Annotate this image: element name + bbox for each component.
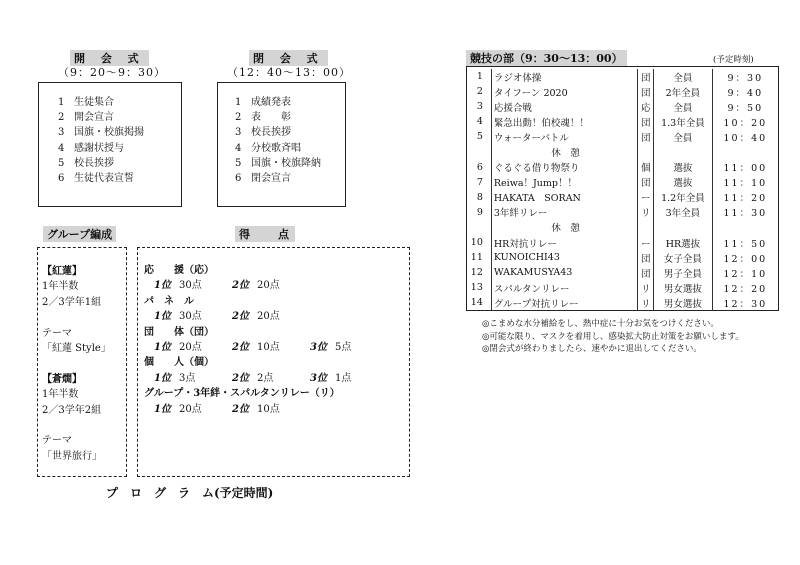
event-scoring: 団 xyxy=(638,69,654,84)
score-ranks xyxy=(144,371,409,386)
rank-points: 3点 xyxy=(178,372,196,384)
opening-time: （9：20〜9：30） xyxy=(58,66,166,79)
event-name: ラジオ体操 xyxy=(491,69,637,84)
rank-place: 1位 xyxy=(154,372,171,384)
rank-points: 10点 xyxy=(256,341,280,353)
score-category: 個 人（個） xyxy=(144,357,214,369)
note-line: ◎閉会式が終わりましたら、速やかに退出してください。 xyxy=(482,344,702,354)
opening-item-text: 開会宣言 xyxy=(74,112,114,124)
event-no xyxy=(467,220,491,235)
group-line: 2／3学年2組 xyxy=(42,404,102,416)
event-scoring xyxy=(638,220,654,235)
closing-time: （12：40〜13：00） xyxy=(227,66,351,79)
event-row xyxy=(467,69,778,84)
rank-points: 30点 xyxy=(178,311,202,323)
event-no: 14 xyxy=(467,295,491,310)
closing-item xyxy=(235,125,345,140)
opening-box xyxy=(38,82,182,207)
opening-item-text: 生徒集合 xyxy=(74,97,114,108)
event-scoring: 団 xyxy=(638,250,654,265)
event-scoring: リ xyxy=(638,295,654,310)
closing-item-no: 2 xyxy=(235,112,242,124)
event-name: Reiwa！Jump！！ xyxy=(491,175,637,190)
program-label: プ ロ グ ラ ム(予定時間) xyxy=(106,486,274,500)
event-row xyxy=(467,250,778,265)
score-category: 応 援（応） xyxy=(144,265,214,276)
event-participants: 全員 xyxy=(654,69,713,84)
event-participants: 1.2年全員 xyxy=(654,190,713,205)
score-rank xyxy=(310,371,388,386)
score-rank xyxy=(232,309,310,324)
event-time: 12：20 xyxy=(723,283,768,295)
event-name: ぐるぐる借り物祭り xyxy=(491,160,637,175)
event-name: 休 憩 xyxy=(491,144,637,159)
closing-item-text: 国旗・校旗降納 xyxy=(251,157,321,169)
opening-list xyxy=(58,95,181,186)
event-time xyxy=(712,144,778,159)
rank-place: 3位 xyxy=(310,341,327,353)
groups-title: グループ編成 xyxy=(43,226,116,242)
event-no: 7 xyxy=(467,175,491,190)
event-scoring: ー xyxy=(638,190,654,205)
event-participants xyxy=(654,220,713,235)
opening-item-no: 3 xyxy=(58,127,65,139)
opening-item xyxy=(58,110,181,125)
closing-box xyxy=(217,82,346,207)
note-line: ◎可能な限り、マスクを着用し、感染拡大防止対策をお願いします。 xyxy=(482,331,744,342)
event-row xyxy=(467,295,778,310)
score-rank xyxy=(154,340,232,355)
rank-place: 1位 xyxy=(154,341,171,353)
closing-item xyxy=(235,141,345,156)
event-row xyxy=(467,84,778,99)
event-row xyxy=(467,129,778,144)
event-row xyxy=(467,220,778,235)
event-scoring: ー xyxy=(638,235,654,250)
event-row xyxy=(467,280,778,295)
rank-points: 20点 xyxy=(256,280,280,292)
events-box xyxy=(466,66,779,311)
event-time: 11：20 xyxy=(723,193,768,205)
rank-place: 2位 xyxy=(232,403,249,415)
opening-item-no: 1 xyxy=(58,97,65,108)
opening-item xyxy=(58,156,181,171)
closing-list xyxy=(235,95,345,186)
opening-item xyxy=(58,125,181,140)
event-row xyxy=(467,160,778,175)
event-row xyxy=(467,190,778,205)
group-line: 「紅蓮 Style」 xyxy=(42,342,111,354)
closing-title: 閉 会 式 xyxy=(249,50,328,66)
event-participants: 3年全員 xyxy=(654,205,713,220)
score-rank xyxy=(232,340,310,355)
event-participants: 女子全員 xyxy=(654,250,713,265)
note-line: ◎こまめな水分補給をし、熱中症に十分お気をつけください。 xyxy=(482,319,719,329)
event-name: スパルタンリレー xyxy=(491,280,637,295)
rank-place: 3位 xyxy=(310,372,327,384)
event-name: WAKAMUSYA43 xyxy=(491,265,637,280)
event-scoring: 団 xyxy=(638,129,654,144)
rank-points: 1点 xyxy=(334,372,352,384)
group-line: 1年半数 xyxy=(42,281,79,293)
closing-item-text: 分校歌斉唱 xyxy=(251,142,301,154)
closing-item-no: 6 xyxy=(235,172,242,184)
opening-item xyxy=(58,141,181,156)
event-participants: 選抜 xyxy=(654,160,713,175)
event-time: 11：10 xyxy=(723,178,768,190)
opening-item-text: 感謝状授与 xyxy=(74,142,124,154)
score-box xyxy=(137,247,410,477)
event-scoring: リ xyxy=(638,280,654,295)
closing-item xyxy=(235,110,345,125)
event-participants: 1.3年全員 xyxy=(654,114,713,129)
opening-item-text: 国旗・校旗掲揚 xyxy=(74,127,144,139)
event-participants: 2年全員 xyxy=(654,84,713,99)
event-time: 12：00 xyxy=(723,253,768,265)
event-participants: HR選抜 xyxy=(654,235,713,250)
event-no: 12 xyxy=(467,265,491,280)
event-time: 12：30 xyxy=(723,298,768,310)
event-name: タイフーン 2020 xyxy=(491,84,637,99)
event-no: 3 xyxy=(467,99,491,114)
event-no: 10 xyxy=(467,235,491,250)
score-category: パ ネ ル xyxy=(144,295,194,307)
event-no: 1 xyxy=(467,69,491,84)
events-note: (予定時刻) xyxy=(713,55,754,65)
event-scoring: リ xyxy=(638,205,654,220)
rank-points: 10点 xyxy=(256,403,280,415)
events-title: 競技の部（9：30〜13：00） xyxy=(466,50,627,66)
opening-item-no: 6 xyxy=(58,172,65,184)
event-participants: 全員 xyxy=(654,129,713,144)
opening-item-text: 校長挨拶 xyxy=(74,157,114,169)
event-no: 6 xyxy=(467,160,491,175)
event-participants: 男子全員 xyxy=(654,265,713,280)
event-name: ウォーターバトル xyxy=(491,129,637,144)
notes xyxy=(482,318,744,356)
score-ranks xyxy=(144,402,409,417)
rank-points: 20点 xyxy=(178,403,202,415)
group-line: 1年半数 xyxy=(42,389,79,401)
closing-item-no: 4 xyxy=(235,142,242,154)
groups-lines xyxy=(42,264,126,464)
rank-points: 5点 xyxy=(334,341,352,353)
group-line: テーマ xyxy=(42,327,72,339)
event-scoring xyxy=(638,144,654,159)
closing-item-no: 5 xyxy=(235,157,242,169)
closing-item-text: 成績発表 xyxy=(251,97,291,108)
score-title: 得 点 xyxy=(235,226,295,242)
event-no: 11 xyxy=(467,250,491,265)
event-name: 3年絆リレー xyxy=(491,205,637,220)
score-rank xyxy=(232,278,310,293)
rank-place: 2位 xyxy=(232,280,249,292)
events-table xyxy=(467,69,778,311)
opening-item xyxy=(58,171,181,186)
event-no: 2 xyxy=(467,84,491,99)
group-line: 【蒼燗】 xyxy=(42,373,82,385)
event-row xyxy=(467,235,778,250)
score-ranks xyxy=(144,340,409,355)
closing-item xyxy=(235,156,345,171)
group-line xyxy=(42,356,126,371)
event-participants xyxy=(654,144,713,159)
score-rank xyxy=(310,340,388,355)
score-lines xyxy=(144,263,409,417)
rank-place: 2位 xyxy=(232,341,249,353)
closing-item xyxy=(235,171,345,186)
score-rank xyxy=(154,371,232,386)
groups-box xyxy=(37,247,127,477)
group-line xyxy=(42,310,126,325)
score-rank xyxy=(232,371,310,386)
rank-points: 20点 xyxy=(256,311,280,323)
rank-place: 1位 xyxy=(154,280,171,292)
event-time xyxy=(712,220,778,235)
event-time: 11：50 xyxy=(723,238,768,250)
event-scoring: 団 xyxy=(638,84,654,99)
rank-points: 2点 xyxy=(256,372,274,384)
score-rank xyxy=(154,278,232,293)
opening-item xyxy=(58,95,181,110)
event-scoring: 団 xyxy=(638,114,654,129)
event-scoring: 個 xyxy=(638,160,654,175)
event-row xyxy=(467,99,778,114)
event-time: 9：50 xyxy=(727,102,764,114)
event-participants: 選抜 xyxy=(654,175,713,190)
group-line: 「世界旅行」 xyxy=(42,450,102,462)
event-row xyxy=(467,265,778,280)
score-rank xyxy=(154,309,232,324)
closing-item-text: 校長挨拶 xyxy=(251,127,291,139)
rank-place: 2位 xyxy=(232,372,249,384)
closing-item-no: 3 xyxy=(235,127,242,139)
event-row xyxy=(467,205,778,220)
opening-item-no: 2 xyxy=(58,112,65,124)
event-no: 13 xyxy=(467,280,491,295)
event-participants: 全員 xyxy=(654,99,713,114)
event-no: 5 xyxy=(467,129,491,144)
closing-item-no: 1 xyxy=(235,97,242,108)
event-scoring: 団 xyxy=(638,265,654,280)
event-participants: 男女選抜 xyxy=(654,280,713,295)
event-name: KUNOICHI43 xyxy=(491,250,637,265)
opening-item-no: 5 xyxy=(58,157,65,169)
opening-item-no: 4 xyxy=(58,142,65,154)
rank-place: 2位 xyxy=(232,311,249,323)
score-ranks xyxy=(144,278,409,293)
rank-points: 20点 xyxy=(178,341,202,353)
event-row xyxy=(467,114,778,129)
event-no: 8 xyxy=(467,190,491,205)
closing-item xyxy=(235,95,345,110)
event-time: 9：30 xyxy=(727,72,764,84)
event-row xyxy=(467,144,778,159)
score-rank xyxy=(232,402,310,417)
event-time: 9：40 xyxy=(727,87,764,99)
score-category: グループ・3年絆・スパルタンリレー（リ） xyxy=(144,388,340,400)
score-rank xyxy=(154,402,232,417)
opening-title: 開 会 式 xyxy=(70,50,149,66)
score-ranks xyxy=(144,309,409,324)
rank-place: 1位 xyxy=(154,311,171,323)
event-no xyxy=(467,144,491,159)
event-scoring: 団 xyxy=(638,175,654,190)
event-time: 10：20 xyxy=(723,117,768,129)
event-name: グループ対抗リレー xyxy=(491,295,637,310)
opening-item-text: 生徒代表宣誓 xyxy=(74,172,134,184)
event-time: 12：10 xyxy=(723,268,768,280)
event-no: 9 xyxy=(467,205,491,220)
event-row xyxy=(467,175,778,190)
event-name: 緊急出動！伯校魂！！ xyxy=(491,114,637,129)
event-time: 10：40 xyxy=(723,132,768,144)
event-no: 4 xyxy=(467,114,491,129)
event-time: 11：30 xyxy=(723,208,768,220)
event-name: 休 憩 xyxy=(491,220,637,235)
event-name: HR対抗リレー xyxy=(491,235,637,250)
event-time: 11：00 xyxy=(723,163,768,175)
event-scoring: 応 xyxy=(638,99,654,114)
rank-place: 1位 xyxy=(154,403,171,415)
rank-points: 30点 xyxy=(178,280,202,292)
event-name: 応援合戦 xyxy=(491,99,637,114)
group-line: テーマ xyxy=(42,435,72,447)
event-name: HAKATA SORAN xyxy=(491,190,637,205)
score-category: 団 体（団） xyxy=(144,326,214,338)
group-line: 【紅蓮】 xyxy=(42,266,82,277)
closing-item-text: 表 彰 xyxy=(251,112,291,124)
group-line xyxy=(42,418,126,433)
group-line: 2／3学年1組 xyxy=(42,296,102,308)
event-participants: 男女選抜 xyxy=(654,295,713,310)
closing-item-text: 閉会宣言 xyxy=(251,172,291,184)
